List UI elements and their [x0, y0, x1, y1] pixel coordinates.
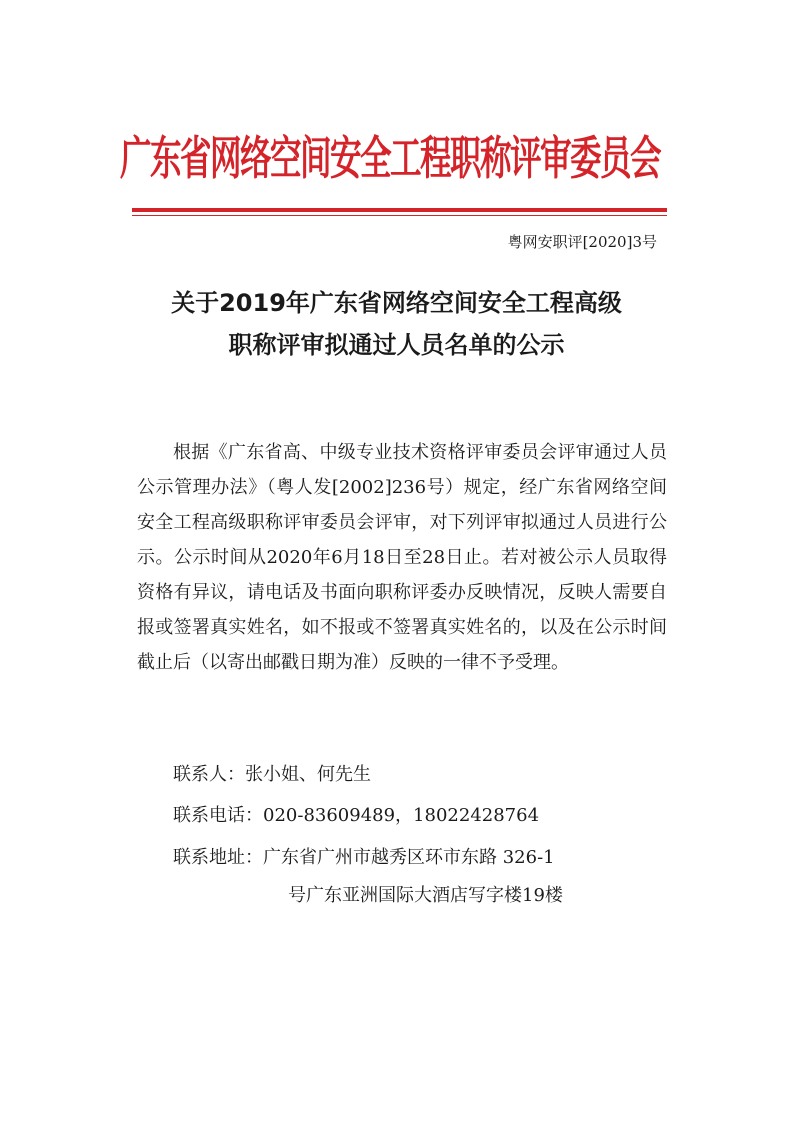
notice-body: 根据《广东省高、中级专业技术资格评审委员会评审通过人员公示管理办法》（粤人发[2002]236号）规定，经广东省网络空间安全工程高级职称评审委员会评审，对下列评审拟通过人员进行公示。公示时间从2020年6月18日至28日止。若对被公示人员取得资格有异议，请电话及书面向职称评委办反映情况，反映人需要自报或签署真实姓名，如不报或不签署真实姓名的，以及在公示时间截止后（以寄出邮戳日期为准）反映的一律不予受理。: [137, 442, 667, 673]
notice-title: [120, 282, 673, 366]
masthead-org-name: 广东省网络空间安全工程职称评审委员会: [120, 132, 660, 186]
notice-title-line-2: 职称评审拟通过人员名单的公示: [228, 331, 565, 359]
masthead-divider-thick: [132, 208, 667, 212]
document-number: 粤网安职评[2020]3号: [507, 233, 657, 251]
contact-address-line-1: 联系地址：广东省广州市越秀区环市东路 326-1: [173, 847, 555, 868]
notice-title-line-1: 关于2019年广东省网络空间安全工程高级: [171, 289, 622, 317]
contact-persons: 联系人：张小姐、何先生: [173, 764, 371, 785]
contact-address-line-2: 号广东亚洲国际大酒店写字楼19楼: [288, 885, 563, 906]
masthead-divider-thin: [132, 215, 667, 216]
contact-phone: 联系电话：020-83609489，18022428764: [173, 805, 540, 826]
